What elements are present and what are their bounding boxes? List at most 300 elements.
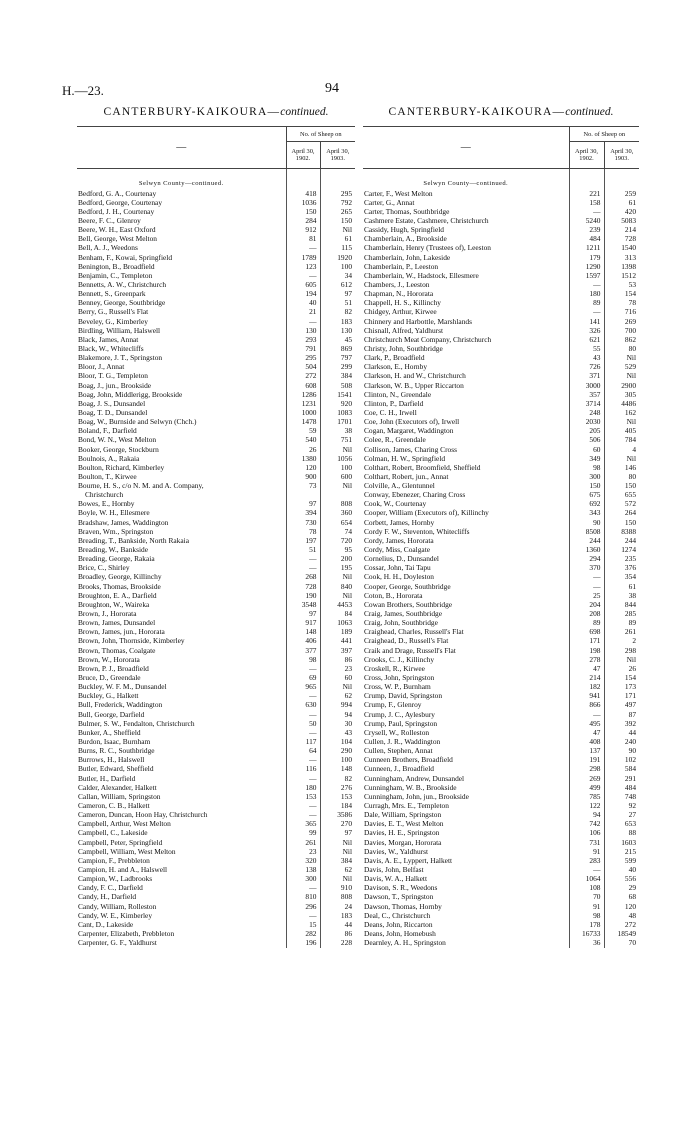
sheep-1903: 298 bbox=[604, 646, 639, 655]
table-row bbox=[363, 692, 639, 701]
sheep-1903: 354 bbox=[604, 573, 639, 582]
owner-name: Brown, James, Dunsandel bbox=[78, 618, 156, 628]
table-row bbox=[363, 509, 639, 518]
owner-name: Chisnall, Alfred, Yaldhurst bbox=[364, 326, 444, 335]
sheep-1902: — bbox=[569, 207, 604, 216]
sheep-1902: 320 bbox=[286, 856, 320, 865]
table-row bbox=[77, 271, 355, 280]
table-row bbox=[77, 710, 355, 719]
owner-name: Deans, John, Riccarton bbox=[364, 920, 433, 929]
table-row bbox=[77, 765, 355, 774]
table-row bbox=[77, 308, 355, 317]
sheep-1902: 268 bbox=[286, 573, 320, 582]
owner-name: Campbell, Peter, Springfield bbox=[78, 837, 163, 847]
sheep-1903: 70 bbox=[604, 939, 639, 948]
table-row bbox=[363, 664, 639, 673]
table-row bbox=[77, 911, 355, 920]
sheep-1902: — bbox=[286, 564, 320, 573]
sheep-1902: 122 bbox=[569, 801, 604, 810]
table-row bbox=[77, 317, 355, 326]
owner-name: Boag, J., jun., Brookside bbox=[78, 380, 152, 390]
table-row bbox=[363, 216, 639, 225]
sheep-1903: 44 bbox=[320, 920, 355, 929]
sheep-1903: 584 bbox=[604, 765, 639, 774]
owner-name: Collison, James, Charing Cross bbox=[364, 444, 457, 454]
sheep-1902: 196 bbox=[286, 939, 320, 948]
owner-name: Cunneen Brothers, Broadfield bbox=[364, 755, 453, 765]
sheep-1903: 195 bbox=[320, 564, 355, 573]
owner-name: Boag, John, Middlerigg, Brookside bbox=[78, 390, 183, 399]
owner-name: Davies, W., Yaldhurst bbox=[364, 847, 429, 856]
sheep-1903: 808 bbox=[320, 893, 355, 902]
owner-name: Crump, David, Springston bbox=[364, 691, 443, 701]
sheep-1902: 1478 bbox=[286, 418, 320, 427]
owner-name: Chidgey, Arthur, Kirwee bbox=[364, 307, 437, 317]
table-row bbox=[363, 271, 639, 280]
sheep-1903: 78 bbox=[604, 299, 639, 308]
sheep-1903: 30 bbox=[320, 719, 355, 728]
sheep-1902: — bbox=[569, 865, 604, 874]
sheep-1903: 397 bbox=[320, 646, 355, 655]
table-row bbox=[363, 591, 639, 600]
owner-name: Candy, H., Darfield bbox=[78, 892, 137, 902]
table-row bbox=[77, 875, 355, 884]
sheep-1902: 504 bbox=[286, 363, 320, 372]
owner-name: Coe, C. H., Irwell bbox=[364, 408, 417, 417]
sheep-1902: — bbox=[286, 555, 320, 564]
table-row bbox=[77, 253, 355, 262]
table-row bbox=[77, 198, 355, 207]
sheep-1903: 38 bbox=[604, 591, 639, 600]
owner-name: Boulnois, A., Rakaia bbox=[78, 454, 140, 463]
owner-name: Benham, F., Kowai, Springfield bbox=[78, 252, 173, 262]
sheep-1902: — bbox=[286, 774, 320, 783]
sheep-1902: — bbox=[569, 280, 604, 289]
table-row bbox=[363, 527, 639, 536]
table-row bbox=[77, 244, 355, 253]
sheep-1903: 910 bbox=[320, 884, 355, 893]
table-row bbox=[77, 774, 355, 783]
sheep-1902: 298 bbox=[569, 765, 604, 774]
owner-name: Chamberlain, W., Hadstock, Ellesmere bbox=[364, 271, 479, 280]
sheep-1902: 370 bbox=[569, 564, 604, 573]
sheep-1903: 508 bbox=[320, 381, 355, 390]
sheep-1902: — bbox=[286, 271, 320, 280]
owner-name: Colthart, Robert, Broomfield, Sheffield bbox=[364, 463, 481, 472]
sheep-1902: 55 bbox=[569, 344, 604, 353]
table-row bbox=[363, 765, 639, 774]
table-row bbox=[363, 472, 639, 481]
table-row bbox=[363, 262, 639, 271]
table-row bbox=[77, 491, 355, 500]
sheep-1903: 97 bbox=[320, 290, 355, 299]
owner-name: Carter, Thomas, Southbridge bbox=[364, 207, 450, 216]
table-row bbox=[363, 399, 639, 408]
owner-name: Colman, H. W., Springfield bbox=[364, 454, 446, 463]
owner-name: Cameron, Duncan, Hoon Hay, Christchurch bbox=[78, 810, 208, 820]
sheep-1902: 278 bbox=[569, 655, 604, 664]
sheep-1902: 8508 bbox=[569, 527, 604, 536]
sheep-1903: 100 bbox=[320, 756, 355, 765]
sheep-1903: 4453 bbox=[320, 600, 355, 609]
owner-name: Boyle, W. H., Ellesmere bbox=[78, 508, 150, 518]
table-row bbox=[363, 747, 639, 756]
sheep-1902: 171 bbox=[569, 637, 604, 646]
table-row bbox=[363, 518, 639, 527]
sheep-1903: 1603 bbox=[604, 838, 639, 847]
owner-name: Carpenter, Elizabeth, Prebbleton bbox=[78, 929, 175, 938]
sheep-1903: 214 bbox=[604, 226, 639, 235]
sheep-1903: 94 bbox=[320, 710, 355, 719]
sheep-1902: 91 bbox=[569, 902, 604, 911]
sheep-1903: 392 bbox=[604, 719, 639, 728]
owner-name: Croskell, R., Kirwee bbox=[364, 664, 425, 673]
sheep-1902: 205 bbox=[569, 427, 604, 436]
table-row bbox=[363, 354, 639, 363]
sheep-1902: — bbox=[569, 710, 604, 719]
sheep-1902: 630 bbox=[286, 701, 320, 710]
owner-name: Clarkson, W. B., Upper Riccarton bbox=[364, 380, 464, 390]
sheep-1903: 48 bbox=[604, 911, 639, 920]
sheep-1903: 24 bbox=[320, 902, 355, 911]
owner-name: Chamberlain, A., Brookside bbox=[364, 234, 447, 244]
sheep-1903: Nil bbox=[320, 875, 355, 884]
sheep-1903: 1512 bbox=[604, 271, 639, 280]
sheep-1902: — bbox=[286, 801, 320, 810]
sheep-1903: 728 bbox=[604, 235, 639, 244]
sheep-1902: 377 bbox=[286, 646, 320, 655]
sheep-1902: 81 bbox=[286, 235, 320, 244]
owner-name: Cassidy, Hugh, Springfield bbox=[364, 225, 444, 235]
table-row bbox=[77, 929, 355, 938]
sheep-1902: 89 bbox=[569, 299, 604, 308]
sheep-1903: 90 bbox=[604, 747, 639, 756]
sheep-1903: 27 bbox=[604, 811, 639, 820]
owner-name: Campbell, Arthur, West Melton bbox=[78, 819, 171, 829]
sheep-1903: Nil bbox=[604, 372, 639, 381]
owner-name: Craig, John, Southbridge bbox=[364, 618, 438, 628]
owner-name: Chinnery and Harbottle, Marshlands bbox=[364, 316, 472, 326]
table-row bbox=[363, 299, 639, 308]
owner-name: Cross, W. P., Burnham bbox=[364, 682, 431, 692]
owner-name: Campbell, C., Lakeside bbox=[78, 828, 148, 838]
table-row bbox=[363, 372, 639, 381]
table-row bbox=[363, 655, 639, 664]
owner-name: Conway, Ebenezer, Charing Cross bbox=[364, 490, 466, 500]
table-row bbox=[77, 335, 355, 344]
owner-name: Burdon, Isaac, Burnham bbox=[78, 737, 151, 746]
sheep-1903: 748 bbox=[604, 792, 639, 801]
owner-name: Christy, John, Southbridge bbox=[364, 344, 443, 353]
sheep-1903: 61 bbox=[604, 582, 639, 591]
sheep-1903: 1701 bbox=[320, 418, 355, 427]
sheep-1903: Nil bbox=[320, 847, 355, 856]
sheep-1902: 239 bbox=[569, 226, 604, 235]
sheep-1902: 343 bbox=[569, 509, 604, 518]
sheep-1903: 4486 bbox=[604, 399, 639, 408]
sheep-1902: — bbox=[286, 710, 320, 719]
sheep-1902: 3714 bbox=[569, 399, 604, 408]
sheep-1902: 282 bbox=[286, 929, 320, 938]
sheep-1903: 89 bbox=[604, 619, 639, 628]
table-row bbox=[77, 719, 355, 728]
sheep-1902: 484 bbox=[569, 235, 604, 244]
owner-name: Boulton, Richard, Kimberley bbox=[78, 463, 165, 472]
sheep-1902: 283 bbox=[569, 856, 604, 865]
sheep-1903: 1083 bbox=[320, 408, 355, 417]
sheep-1903: 299 bbox=[320, 363, 355, 372]
page-number: 94 bbox=[325, 81, 339, 96]
sheep-1902: 47 bbox=[569, 728, 604, 737]
sheep-1903: 360 bbox=[320, 509, 355, 518]
table-row bbox=[77, 628, 355, 637]
column-title: CANTERBURY-KAIKOURA—continued. bbox=[103, 106, 329, 118]
table-row bbox=[363, 189, 639, 198]
table-row bbox=[363, 719, 639, 728]
sheep-1903: 269 bbox=[604, 317, 639, 326]
owner-name: Brown, Thomas, Coalgate bbox=[78, 646, 156, 655]
owner-name: Clarkson, H. and W., Christchurch bbox=[364, 371, 466, 381]
owner-name: Cook, W., Courtenay bbox=[364, 499, 427, 509]
sheep-1902: 540 bbox=[286, 436, 320, 445]
sheep-1902: 394 bbox=[286, 509, 320, 518]
owner-name: Cornelius, D., Dunsandel bbox=[364, 554, 439, 564]
table-row bbox=[77, 637, 355, 646]
owner-name: Craighead, Charles, Russell's Flat bbox=[364, 627, 464, 637]
table-row bbox=[363, 783, 639, 792]
sheep-1902: 43 bbox=[569, 354, 604, 363]
owner-name: Clinton, N., Greendale bbox=[364, 390, 432, 399]
sheep-1902: 5240 bbox=[569, 216, 604, 225]
owner-name: Davies, H. E., Springston bbox=[364, 828, 440, 838]
table-row bbox=[77, 290, 355, 299]
owner-name: Bulmer, S. W., Fendalton, Christchurch bbox=[78, 719, 195, 728]
owner-name: Carter, F., West Melton bbox=[364, 189, 433, 198]
table-row bbox=[77, 573, 355, 582]
sheep-1902: 97 bbox=[286, 500, 320, 509]
sheep-1902: 608 bbox=[286, 381, 320, 390]
sheep-1902: 357 bbox=[569, 390, 604, 399]
table-row bbox=[77, 856, 355, 865]
sheep-1902: 406 bbox=[286, 637, 320, 646]
owner-name: Cunneen, J., Broadfield bbox=[364, 764, 434, 774]
sheep-1902: 153 bbox=[286, 792, 320, 801]
sheep-1902: 51 bbox=[286, 545, 320, 554]
table-row bbox=[77, 792, 355, 801]
sheep-1902: 191 bbox=[569, 756, 604, 765]
table-row bbox=[77, 582, 355, 591]
sheep-1902: — bbox=[569, 582, 604, 591]
sheep-1903: 244 bbox=[604, 536, 639, 545]
table-row bbox=[363, 884, 639, 893]
table-row bbox=[363, 545, 639, 554]
table-row bbox=[363, 774, 639, 783]
sheep-count-header: No. of Sheep on bbox=[286, 127, 355, 142]
sheep-1902: 791 bbox=[286, 344, 320, 353]
owner-name: Breading, George, Rakaia bbox=[78, 554, 155, 564]
sheep-1902: 418 bbox=[286, 189, 320, 198]
sheep-1903: 844 bbox=[604, 600, 639, 609]
sheep-1902: 499 bbox=[569, 783, 604, 792]
table-row bbox=[77, 756, 355, 765]
sheep-1903: 3586 bbox=[320, 811, 355, 820]
table-row bbox=[363, 609, 639, 618]
owner-name: Colee, R., Greendale bbox=[364, 435, 426, 445]
sheep-1903: 290 bbox=[320, 747, 355, 756]
sheep-1902: 158 bbox=[569, 198, 604, 207]
owner-name: Boag, T. D., Dunsandel bbox=[78, 408, 148, 417]
sheep-1903: Nil bbox=[604, 354, 639, 363]
sheep-1903: 43 bbox=[320, 728, 355, 737]
owner-name: Dearnley, A. H., Springston bbox=[364, 938, 446, 948]
sheep-1903: Nil bbox=[320, 683, 355, 692]
sheep-1902: — bbox=[569, 573, 604, 582]
sheep-1902: 284 bbox=[286, 216, 320, 225]
sheep-1903: 797 bbox=[320, 354, 355, 363]
sheep-1902: 116 bbox=[286, 765, 320, 774]
table-row bbox=[363, 390, 639, 399]
table-row bbox=[77, 811, 355, 820]
sheep-1903: 1541 bbox=[320, 390, 355, 399]
sheep-1903: 154 bbox=[604, 673, 639, 682]
sheep-1903: 272 bbox=[604, 920, 639, 929]
owner-name: Buckley, W. F. M., Dunsandel bbox=[78, 682, 167, 692]
sheep-1902: 269 bbox=[569, 774, 604, 783]
sheep-1903: 62 bbox=[320, 865, 355, 874]
sheep-1903: 305 bbox=[604, 390, 639, 399]
owner-name: Crump, Paul, Springston bbox=[364, 719, 438, 728]
owner-name: Cooper, William (Executors of), Killinchy bbox=[364, 508, 489, 518]
table-row bbox=[77, 920, 355, 929]
table-row bbox=[77, 500, 355, 509]
owner-name: Broughton, W., Waireka bbox=[78, 600, 150, 609]
table-row bbox=[363, 628, 639, 637]
sheep-1903: 484 bbox=[604, 783, 639, 792]
table-row bbox=[363, 829, 639, 838]
table-row bbox=[77, 545, 355, 554]
sheep-1903: 45 bbox=[320, 335, 355, 344]
sheep-1902: 91 bbox=[569, 847, 604, 856]
sheep-1902: 621 bbox=[569, 335, 604, 344]
sheep-1903: 34 bbox=[320, 271, 355, 280]
sheep-1902: 194 bbox=[286, 290, 320, 299]
sheep-1903: 1920 bbox=[320, 253, 355, 262]
owner-name: Dale, William, Springston bbox=[364, 810, 442, 820]
table-row bbox=[77, 399, 355, 408]
sheep-1903: 808 bbox=[320, 500, 355, 509]
table-row bbox=[363, 463, 639, 472]
sheep-1902: 1286 bbox=[286, 390, 320, 399]
owner-name: Bedford, G. A., Courtenay bbox=[78, 189, 157, 198]
sheep-1903: 104 bbox=[320, 737, 355, 746]
table-row bbox=[77, 436, 355, 445]
sheep-1902 bbox=[286, 491, 320, 500]
sheep-1902: 965 bbox=[286, 683, 320, 692]
owner-name: Beere, F. C., Glenroy bbox=[78, 216, 141, 225]
sheep-1903: 869 bbox=[320, 344, 355, 353]
sheep-1902: 371 bbox=[569, 372, 604, 381]
sheep-1903: 572 bbox=[604, 500, 639, 509]
sheep-table bbox=[363, 126, 639, 948]
owner-name: Bull, Frederick, Waddington bbox=[78, 700, 163, 710]
sheep-1902: 94 bbox=[569, 811, 604, 820]
sheep-1903: 270 bbox=[320, 820, 355, 829]
sheep-1902: 698 bbox=[569, 628, 604, 637]
sheep-1902: 810 bbox=[286, 893, 320, 902]
owner-name: Curragh, Mrs. E., Templeton bbox=[364, 801, 449, 810]
owner-name: Crump, J. C., Aylesbury bbox=[364, 710, 435, 719]
owner-name: Beveley, G., Kimberley bbox=[78, 316, 148, 326]
sheep-1903: 100 bbox=[320, 262, 355, 271]
sheep-1903: 215 bbox=[604, 847, 639, 856]
sheep-1902: 204 bbox=[569, 600, 604, 609]
sheep-1903: 171 bbox=[604, 692, 639, 701]
sheep-1903: 154 bbox=[604, 290, 639, 299]
owner-name: Bloor, T. G., Templeton bbox=[78, 371, 149, 381]
sheep-1903: 8388 bbox=[604, 527, 639, 536]
table-row bbox=[363, 436, 639, 445]
sheep-1902: 36 bbox=[569, 939, 604, 948]
owner-name: Davis, A. E., Lyppert, Halkett bbox=[364, 856, 453, 865]
owner-name: Berry, G., Russell's Flat bbox=[78, 307, 149, 317]
owner-name: Deal, C., Christchurch bbox=[364, 911, 431, 920]
table-row bbox=[363, 536, 639, 545]
table-row bbox=[77, 646, 355, 655]
sheep-1903: 18549 bbox=[604, 929, 639, 938]
owner-name: Chappell, H. S., Killinchy bbox=[364, 298, 441, 308]
owner-name: Chamberlain, P., Leeston bbox=[364, 262, 439, 271]
owner-name: Clinton, P., Darfield bbox=[364, 399, 424, 408]
owner-name: Calder, Alexander, Halkett bbox=[78, 783, 157, 792]
table-row bbox=[77, 262, 355, 271]
sheep-1903: 68 bbox=[604, 893, 639, 902]
owner-name: Black, W., Whitecliffs bbox=[78, 344, 144, 353]
sheep-1903: 1056 bbox=[320, 454, 355, 463]
sheep-1902: — bbox=[286, 317, 320, 326]
table-row bbox=[77, 847, 355, 856]
county-subheading: Selwyn County—continued. bbox=[138, 179, 224, 187]
sheep-1902: 98 bbox=[286, 655, 320, 664]
sheep-1902: 1036 bbox=[286, 198, 320, 207]
owner-name: Bradshaw, James, Waddington bbox=[78, 518, 169, 527]
sheep-1902: 73 bbox=[286, 482, 320, 491]
sheep-1903: 529 bbox=[604, 363, 639, 372]
table-row bbox=[363, 427, 639, 436]
owner-header: — bbox=[77, 127, 286, 169]
owner-name: Breading, W., Bankside bbox=[78, 545, 148, 555]
sheep-1902: 221 bbox=[569, 189, 604, 198]
sheep-1903: 150 bbox=[604, 482, 639, 491]
owner-name: Cross, John, Springston bbox=[364, 673, 435, 683]
sheep-1903: 84 bbox=[320, 609, 355, 618]
sheep-1902: — bbox=[569, 308, 604, 317]
sheep-1903: Nil bbox=[604, 454, 639, 463]
sheep-1903: 62 bbox=[320, 692, 355, 701]
table-row bbox=[363, 856, 639, 865]
table-row bbox=[363, 920, 639, 929]
table-row bbox=[363, 555, 639, 564]
sheep-1902: 106 bbox=[569, 829, 604, 838]
table-row bbox=[363, 308, 639, 317]
sheep-1903: Nil bbox=[320, 591, 355, 600]
owner-name: Bond, W. N., West Melton bbox=[78, 435, 157, 445]
owner-name: Chamberlain, John, Lakeside bbox=[364, 252, 451, 262]
owner-name: Candy, F. C., Darfield bbox=[78, 883, 143, 893]
county-subheading: Selwyn County—continued. bbox=[423, 179, 509, 187]
sheep-1902: 261 bbox=[286, 838, 320, 847]
owner-name: Butler, H., Darfield bbox=[78, 774, 136, 783]
table-row bbox=[363, 939, 639, 948]
